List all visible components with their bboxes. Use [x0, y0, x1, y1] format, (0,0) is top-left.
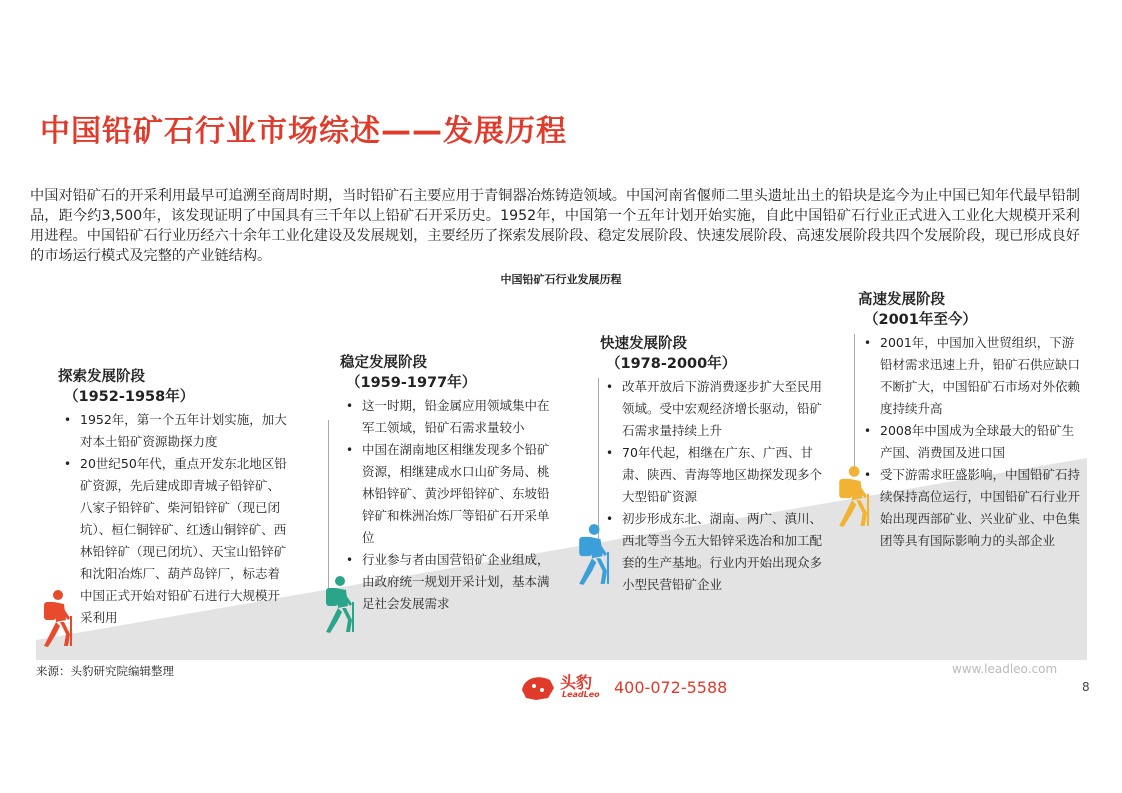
- page-title: 中国铅矿石行业市场综述——发展历程: [40, 114, 567, 149]
- stage-bullets: [340, 395, 552, 615]
- stage-bullet: • 行业参与者由国营铅矿企业组成，由政府统一规划开采计划，基本满足社会发展需求: [362, 549, 552, 615]
- page-number: 8: [1082, 680, 1090, 694]
- stage-bullets: [858, 332, 1080, 552]
- stage-stable: [340, 353, 552, 615]
- logo-subtext: LeadLeo: [562, 690, 600, 699]
- stage-bullet: • 改革开放后下游消费逐步扩大至民用领域。受中宏观经济增长驱动，铅矿石需求量持续上升: [622, 376, 826, 442]
- stage-period: （1959-1977年）: [346, 375, 477, 391]
- stage-name: 快速发展阶段: [600, 336, 687, 352]
- stage-bullet: • 这一时期，铅金属应用领域集中在军工领域，铅矿石需求量较小: [362, 395, 552, 439]
- stage-name: 高速发展阶段: [858, 292, 945, 308]
- hiker-icon: [570, 522, 614, 586]
- stage-bullets: [58, 409, 288, 629]
- stage-period: （1978-2000年）: [606, 356, 737, 372]
- stage-bullets: [600, 376, 826, 596]
- stage-divider: [328, 420, 329, 588]
- stage-name: 探索发展阶段: [58, 369, 145, 385]
- chart-title: 中国铅矿石行业发展历程: [500, 273, 622, 286]
- stage-bullet: • 1952年，第一个五年计划实施，加大对本土铅矿资源勘探力度: [80, 409, 288, 453]
- stage-bullet: • 2008年中国成为全球最大的铅矿生产国、消费国及进口国: [880, 420, 1080, 464]
- stage-period: （2001年至今）: [864, 312, 977, 328]
- website-url[interactable]: www.leadleo.com: [952, 662, 1058, 676]
- phone-number: 400-072-5588: [614, 678, 728, 697]
- stage-name: 稳定发展阶段: [340, 355, 427, 371]
- stage-bullet: • 70年代起，相继在广东、广西、甘肃、陕西、青海等地区勘探发现多个大型铅矿资源: [622, 442, 826, 508]
- hiker-icon: [830, 464, 874, 528]
- logo-text: 头豹: [560, 673, 593, 692]
- source-note: 来源：头豹研究院编辑整理: [36, 664, 174, 678]
- stage-divider: [854, 334, 855, 474]
- intro-paragraph: 中国对铅矿石的开采利用最早可追溯至商周时期，当时铅矿石主要应用于青铜器冶炼铸造领域。中国河南省偃师二里头遗址出土的铅块是迄今为止中国已知年代最早铅制品，距今约3,500年，该发现证明了中国具有三千年以上铅矿石开采历史。1952年，中国第一个五年计划开始实施，自此中国铅矿石行业正式进入工业化大规模开采利用进程。中国铅矿石行业历经六十余年工业化建设及发展规划，主要经历了探索发展阶段、稳定发展阶段、快速发展阶段、高速发展阶段共四个发展阶段，现已形成良好的市场运行模式及完整的产业链结构。: [30, 188, 1080, 264]
- stage-rapid: [600, 334, 826, 596]
- stage-bullet: • 受下游需求旺盛影响，中国铅矿石持续保持高位运行，中国铅矿石行业开始出现西部矿业、兴业矿业、中色集团等具有国际影响力的头部企业: [880, 464, 1080, 552]
- hiker-icon: [318, 574, 358, 634]
- hiker-icon: [36, 588, 76, 648]
- stage-high-speed: [858, 290, 1080, 552]
- stage-bullet: • 20世纪50年代，重点开发东北地区铅矿资源，先后建成即青城子铅锌矿、八家子铅锌矿、柴河铅锌矿（现已闭坑）、桓仁铜锌矿、红透山铜锌矿、西林铅锌矿（现已闭坑）、天宝山铅锌矿和沈阳冶炼厂、葫芦岛锌厂，标志着中国正式开始对铅矿石进行大规模开采利用: [80, 453, 288, 629]
- stage-period: （1952-1958年）: [64, 389, 195, 405]
- stage-bullet: • 中国在湖南地区相继发现多个铅矿资源，相继建成水口山矿务局、桃林铅锌矿、黄沙坪铅锌矿、东坡铅锌矿和株洲冶炼厂等铅矿石开采单位: [362, 439, 552, 549]
- stage-exploration: [58, 367, 288, 629]
- stage-bullet: • 初步形成东北、湖南、两广、滇川、西北等当今五大铅锌采选冶和加工配套的生产基地。行业内开始出现众多小型民营铅矿企业: [622, 508, 826, 596]
- stage-bullet: • 2001年，中国加入世贸组织，下游铅材需求迅速上升，铅矿石供应缺口不断扩大，中国铅矿石市场对外依赖度持续升高: [880, 332, 1080, 420]
